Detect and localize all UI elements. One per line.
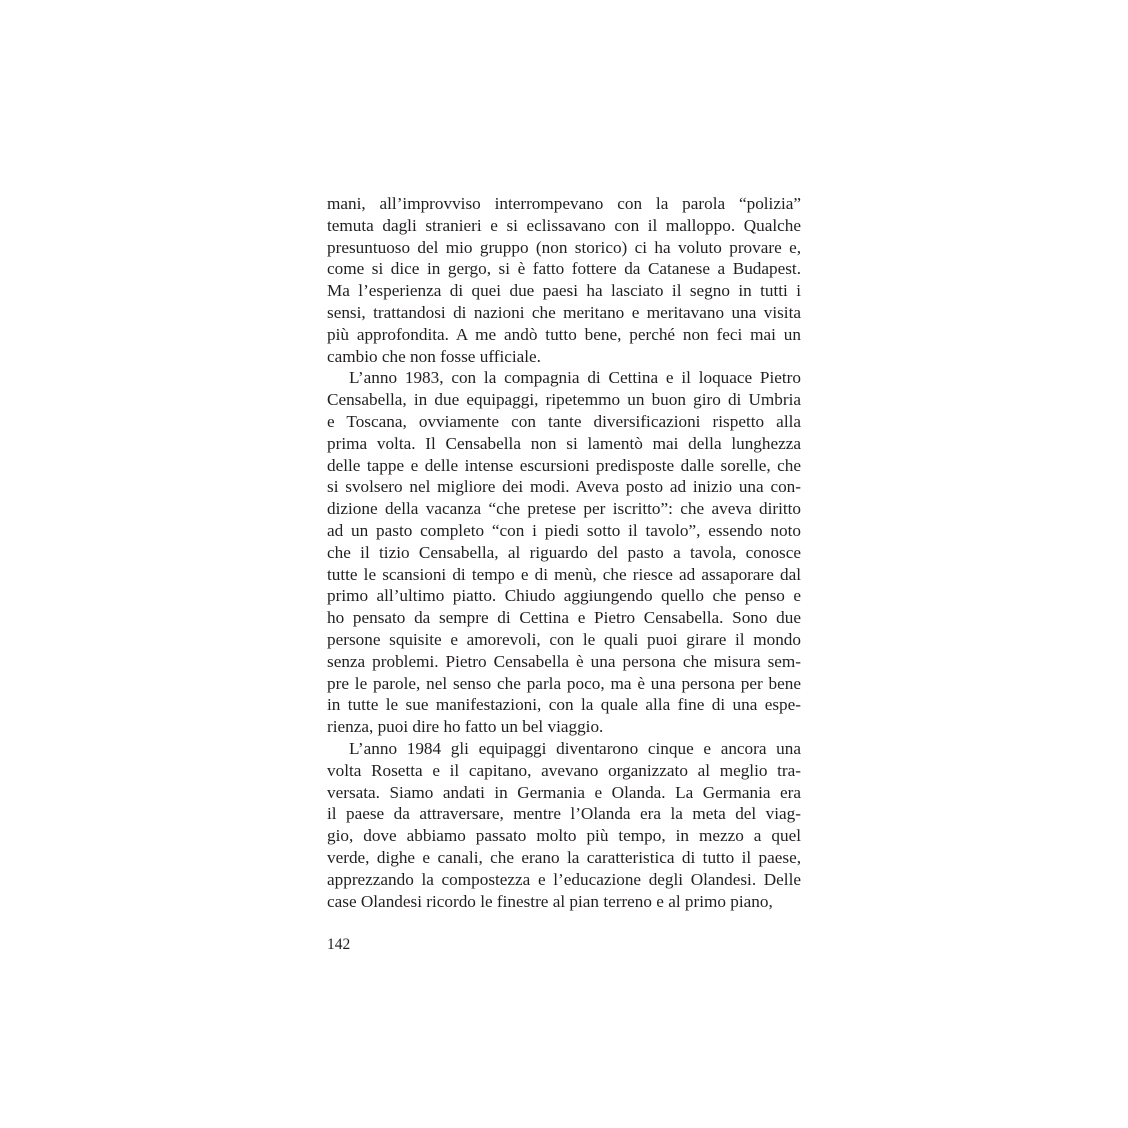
text-line: cambio che non fosse ufficiale. bbox=[327, 346, 541, 366]
text-line: versata. Siamo andati in Germania e Olanda. La Germania era bbox=[327, 782, 801, 802]
paragraph bbox=[327, 193, 801, 367]
text-line: rienza, puoi dire ho fatto un bel viaggio. bbox=[327, 717, 604, 737]
paragraph bbox=[327, 738, 801, 912]
body-text bbox=[327, 193, 801, 912]
text-line: prima volta. Il Censabella non si lamentò mai della lunghezza bbox=[327, 433, 801, 453]
text-line: Censabella, in due equipaggi, ripetemmo un buon giro di Umbria bbox=[327, 390, 801, 410]
text-line: e Toscana, ovviamente con tante diversificazioni rispetto alla bbox=[327, 411, 801, 431]
text-line: sensi, trattandosi di nazioni che meritano e meritavano una visita bbox=[327, 302, 801, 322]
text-line: senza problemi. Pietro Censabella è una persona che misura sem- bbox=[327, 651, 801, 671]
text-line: si svolsero nel migliore dei modi. Aveva posto ad inizio una con- bbox=[327, 477, 801, 497]
text-line: il paese da attraversare, mentre l’Olanda era la meta del viag- bbox=[327, 804, 801, 824]
text-line: in tutte le sue manifestazioni, con la quale alla fine di una espe- bbox=[327, 695, 801, 715]
text-line: volta Rosetta e il capitano, avevano organizzato al meglio tra- bbox=[327, 760, 801, 780]
text-line: dizione della vacanza “che pretese per iscritto”: che aveva diritto bbox=[327, 499, 801, 519]
text-line: temuta dagli stranieri e si eclissavano con il malloppo. Qualche bbox=[327, 215, 801, 235]
text-line: come si dice in gergo, si è fatto fottere da Catanese a Budapest. bbox=[327, 259, 801, 279]
text-line: presuntuoso del mio gruppo (non storico) ci ha voluto provare e, bbox=[327, 237, 801, 257]
text-line: tutte le scansioni di tempo e di menù, che riesce ad assaporare dal bbox=[327, 564, 801, 584]
text-line: Ma l’esperienza di quei due paesi ha lasciato il segno in tutti i bbox=[327, 281, 801, 301]
text-line: case Olandesi ricordo le finestre al pian terreno e al primo piano, bbox=[327, 891, 773, 911]
text-line: ad un pasto completo “con i piedi sotto il tavolo”, essendo noto bbox=[327, 520, 801, 540]
text-line: mani, all’improvviso interrompevano con la parola “polizia” bbox=[327, 194, 801, 213]
text-line: ho pensato da sempre di Cettina e Pietro Censabella. Sono due bbox=[327, 608, 801, 628]
page-number: 142 bbox=[327, 936, 351, 953]
text-line: pre le parole, nel senso che parla poco, ma è una persona per bene bbox=[327, 673, 801, 693]
text-line: L’anno 1984 gli equipaggi diventarono cinque e ancora una bbox=[349, 738, 801, 758]
text-line: primo all’ultimo piatto. Chiudo aggiungendo quello che penso e bbox=[327, 586, 801, 606]
text-line: L’anno 1983, con la compagnia di Cettina e il loquace Pietro bbox=[349, 368, 801, 388]
text-line: delle tappe e delle intense escursioni predisposte dalle sorelle, che bbox=[327, 455, 801, 475]
paragraph bbox=[327, 367, 801, 738]
text-line: persone squisite e amorevoli, con le quali puoi girare il mondo bbox=[327, 629, 801, 649]
text-line: verde, dighe e canali, che erano la caratteristica di tutto il paese, bbox=[327, 847, 801, 867]
text-line: apprezzando la compostezza e l’educazione degli Olandesi. Delle bbox=[327, 869, 801, 889]
text-line: che il tizio Censabella, al riguardo del pasto a tavola, conosce bbox=[327, 542, 801, 562]
text-line: gio, dove abbiamo passato molto più tempo, in mezzo a quel bbox=[327, 826, 801, 846]
text-line: più approfondita. A me andò tutto bene, perché non feci mai un bbox=[327, 324, 801, 344]
